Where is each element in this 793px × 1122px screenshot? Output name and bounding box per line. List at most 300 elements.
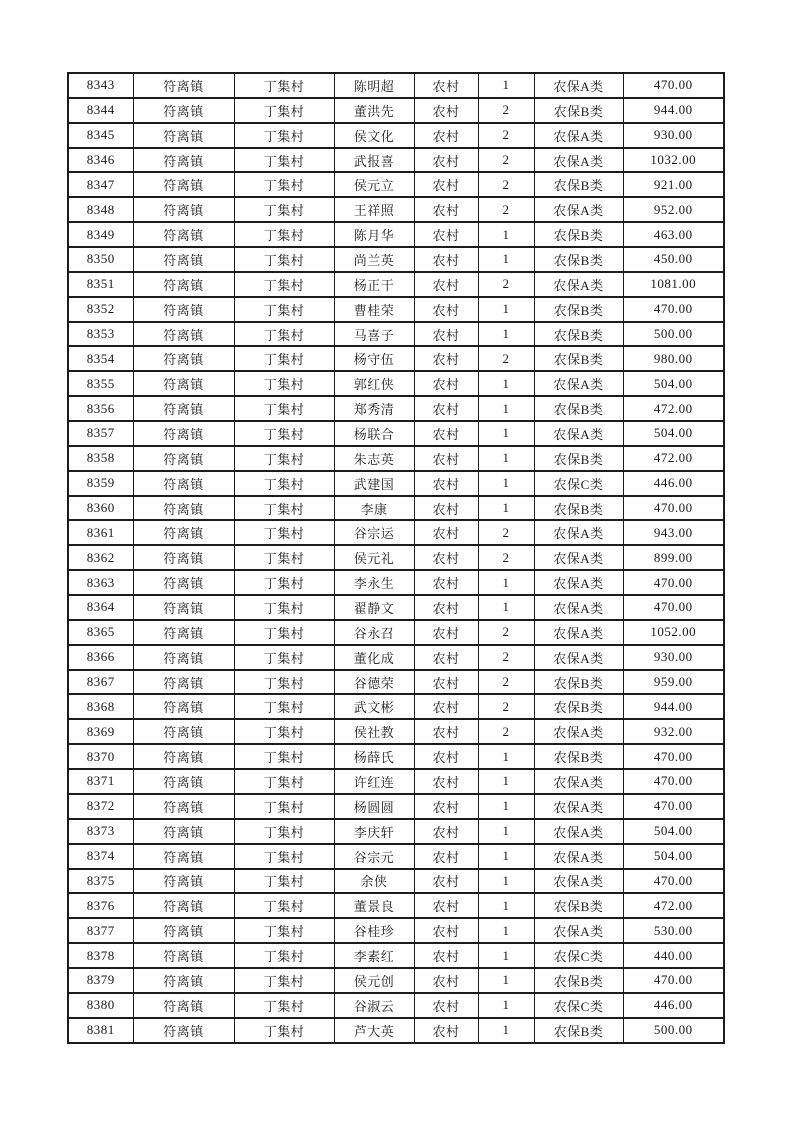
cell-insurance-category: 农保B类 xyxy=(534,322,623,347)
cell-village: 丁集村 xyxy=(234,471,334,496)
cell-count: 1 xyxy=(478,1018,534,1043)
cell-person-name: 侯社教 xyxy=(334,719,414,744)
cell-person-name: 余侠 xyxy=(334,869,414,894)
cell-person-name: 马喜子 xyxy=(334,322,414,347)
cell-amount: 470.00 xyxy=(623,595,724,620)
cell-residence-type: 农村 xyxy=(414,297,478,322)
cell-person-name: 李庆轩 xyxy=(334,819,414,844)
cell-village: 丁集村 xyxy=(234,794,334,819)
cell-town: 符离镇 xyxy=(133,297,234,322)
cell-insurance-category: 农保A类 xyxy=(534,272,623,297)
cell-residence-type: 农村 xyxy=(414,819,478,844)
cell-count: 1 xyxy=(478,844,534,869)
cell-residence-type: 农村 xyxy=(414,719,478,744)
cell-person-name: 许红连 xyxy=(334,769,414,794)
cell-residence-type: 农村 xyxy=(414,172,478,197)
cell-amount: 500.00 xyxy=(623,322,724,347)
cell-amount: 470.00 xyxy=(623,769,724,794)
cell-insurance-category: 农保B类 xyxy=(534,172,623,197)
cell-residence-type: 农村 xyxy=(414,73,478,98)
cell-amount: 446.00 xyxy=(623,993,724,1018)
table-row xyxy=(68,918,724,943)
cell-residence-type: 农村 xyxy=(414,446,478,471)
cell-serial-number: 8366 xyxy=(68,645,133,670)
table-row xyxy=(68,471,724,496)
cell-insurance-category: 农保A类 xyxy=(534,869,623,894)
cell-village: 丁集村 xyxy=(234,893,334,918)
cell-residence-type: 农村 xyxy=(414,123,478,148)
cell-person-name: 谷淑云 xyxy=(334,993,414,1018)
cell-residence-type: 农村 xyxy=(414,222,478,247)
table-body xyxy=(68,73,724,1043)
cell-count: 1 xyxy=(478,446,534,471)
table-row xyxy=(68,694,724,719)
cell-village: 丁集村 xyxy=(234,670,334,695)
cell-insurance-category: 农保A类 xyxy=(534,844,623,869)
cell-town: 符离镇 xyxy=(133,794,234,819)
cell-village: 丁集村 xyxy=(234,620,334,645)
cell-count: 1 xyxy=(478,993,534,1018)
cell-amount: 470.00 xyxy=(623,496,724,521)
cell-serial-number: 8380 xyxy=(68,993,133,1018)
cell-residence-type: 农村 xyxy=(414,620,478,645)
cell-amount: 944.00 xyxy=(623,98,724,123)
cell-serial-number: 8363 xyxy=(68,570,133,595)
cell-serial-number: 8371 xyxy=(68,769,133,794)
table-row xyxy=(68,893,724,918)
cell-count: 2 xyxy=(478,670,534,695)
cell-count: 2 xyxy=(478,123,534,148)
cell-amount: 463.00 xyxy=(623,222,724,247)
cell-village: 丁集村 xyxy=(234,968,334,993)
table-row xyxy=(68,844,724,869)
cell-insurance-category: 农保A类 xyxy=(534,123,623,148)
cell-residence-type: 农村 xyxy=(414,769,478,794)
cell-insurance-category: 农保A类 xyxy=(534,148,623,173)
cell-count: 1 xyxy=(478,570,534,595)
cell-village: 丁集村 xyxy=(234,148,334,173)
cell-serial-number: 8351 xyxy=(68,272,133,297)
cell-person-name: 曹桂荣 xyxy=(334,297,414,322)
cell-serial-number: 8360 xyxy=(68,496,133,521)
cell-person-name: 谷德荣 xyxy=(334,670,414,695)
cell-town: 符离镇 xyxy=(133,371,234,396)
cell-count: 2 xyxy=(478,172,534,197)
cell-residence-type: 农村 xyxy=(414,595,478,620)
cell-amount: 504.00 xyxy=(623,844,724,869)
cell-residence-type: 农村 xyxy=(414,993,478,1018)
table-row xyxy=(68,869,724,894)
cell-insurance-category: 农保A类 xyxy=(534,769,623,794)
cell-residence-type: 农村 xyxy=(414,1018,478,1043)
cell-person-name: 董景良 xyxy=(334,893,414,918)
cell-residence-type: 农村 xyxy=(414,794,478,819)
cell-person-name: 董洪先 xyxy=(334,98,414,123)
cell-serial-number: 8368 xyxy=(68,694,133,719)
cell-serial-number: 8346 xyxy=(68,148,133,173)
cell-town: 符离镇 xyxy=(133,918,234,943)
cell-count: 1 xyxy=(478,819,534,844)
table-row xyxy=(68,520,724,545)
cell-residence-type: 农村 xyxy=(414,247,478,272)
cell-serial-number: 8348 xyxy=(68,197,133,222)
cell-insurance-category: 农保A类 xyxy=(534,819,623,844)
table-row xyxy=(68,98,724,123)
cell-amount: 470.00 xyxy=(623,794,724,819)
cell-town: 符离镇 xyxy=(133,570,234,595)
cell-count: 1 xyxy=(478,322,534,347)
cell-insurance-category: 农保A类 xyxy=(534,73,623,98)
cell-serial-number: 8347 xyxy=(68,172,133,197)
table-row xyxy=(68,496,724,521)
cell-person-name: 谷宗元 xyxy=(334,844,414,869)
cell-insurance-category: 农保B类 xyxy=(534,346,623,371)
table-row xyxy=(68,148,724,173)
cell-count: 2 xyxy=(478,620,534,645)
cell-count: 1 xyxy=(478,943,534,968)
table-row xyxy=(68,222,724,247)
cell-village: 丁集村 xyxy=(234,595,334,620)
cell-count: 2 xyxy=(478,719,534,744)
cell-village: 丁集村 xyxy=(234,73,334,98)
cell-insurance-category: 农保B类 xyxy=(534,744,623,769)
cell-person-name: 郑秀清 xyxy=(334,396,414,421)
cell-town: 符离镇 xyxy=(133,719,234,744)
cell-amount: 450.00 xyxy=(623,247,724,272)
cell-serial-number: 8356 xyxy=(68,396,133,421)
cell-insurance-category: 农保B类 xyxy=(534,893,623,918)
cell-person-name: 芦大英 xyxy=(334,1018,414,1043)
cell-amount: 472.00 xyxy=(623,893,724,918)
cell-town: 符离镇 xyxy=(133,123,234,148)
cell-village: 丁集村 xyxy=(234,247,334,272)
cell-residence-type: 农村 xyxy=(414,148,478,173)
cell-town: 符离镇 xyxy=(133,73,234,98)
cell-village: 丁集村 xyxy=(234,694,334,719)
cell-residence-type: 农村 xyxy=(414,98,478,123)
cell-person-name: 董化成 xyxy=(334,645,414,670)
cell-insurance-category: 农保B类 xyxy=(534,396,623,421)
table-row xyxy=(68,993,724,1018)
cell-residence-type: 农村 xyxy=(414,322,478,347)
table-row xyxy=(68,570,724,595)
cell-person-name: 武报喜 xyxy=(334,148,414,173)
cell-count: 2 xyxy=(478,645,534,670)
cell-person-name: 朱志英 xyxy=(334,446,414,471)
cell-village: 丁集村 xyxy=(234,520,334,545)
cell-town: 符离镇 xyxy=(133,595,234,620)
cell-town: 符离镇 xyxy=(133,893,234,918)
cell-count: 1 xyxy=(478,869,534,894)
table-row xyxy=(68,297,724,322)
cell-residence-type: 农村 xyxy=(414,371,478,396)
cell-insurance-category: 农保A类 xyxy=(534,570,623,595)
cell-town: 符离镇 xyxy=(133,645,234,670)
cell-residence-type: 农村 xyxy=(414,869,478,894)
cell-residence-type: 农村 xyxy=(414,645,478,670)
cell-insurance-category: 农保B类 xyxy=(534,694,623,719)
table-row xyxy=(68,545,724,570)
cell-person-name: 谷桂珍 xyxy=(334,918,414,943)
cell-person-name: 侯元礼 xyxy=(334,545,414,570)
cell-count: 1 xyxy=(478,222,534,247)
cell-town: 符离镇 xyxy=(133,943,234,968)
cell-town: 符离镇 xyxy=(133,670,234,695)
cell-serial-number: 8367 xyxy=(68,670,133,695)
cell-amount: 470.00 xyxy=(623,73,724,98)
table-row xyxy=(68,1018,724,1043)
cell-village: 丁集村 xyxy=(234,570,334,595)
cell-amount: 500.00 xyxy=(623,1018,724,1043)
cell-amount: 1032.00 xyxy=(623,148,724,173)
cell-amount: 932.00 xyxy=(623,719,724,744)
cell-insurance-category: 农保B类 xyxy=(534,98,623,123)
cell-count: 1 xyxy=(478,893,534,918)
cell-residence-type: 农村 xyxy=(414,968,478,993)
cell-person-name: 侯元立 xyxy=(334,172,414,197)
cell-amount: 470.00 xyxy=(623,297,724,322)
cell-village: 丁集村 xyxy=(234,993,334,1018)
cell-serial-number: 8349 xyxy=(68,222,133,247)
cell-village: 丁集村 xyxy=(234,297,334,322)
cell-amount: 504.00 xyxy=(623,371,724,396)
cell-count: 1 xyxy=(478,297,534,322)
cell-person-name: 侯元创 xyxy=(334,968,414,993)
cell-count: 2 xyxy=(478,197,534,222)
cell-serial-number: 8361 xyxy=(68,520,133,545)
cell-village: 丁集村 xyxy=(234,322,334,347)
cell-amount: 470.00 xyxy=(623,744,724,769)
cell-village: 丁集村 xyxy=(234,421,334,446)
cell-serial-number: 8345 xyxy=(68,123,133,148)
cell-village: 丁集村 xyxy=(234,819,334,844)
cell-serial-number: 8359 xyxy=(68,471,133,496)
table-row xyxy=(68,272,724,297)
table-row xyxy=(68,769,724,794)
cell-residence-type: 农村 xyxy=(414,471,478,496)
cell-residence-type: 农村 xyxy=(414,396,478,421)
cell-town: 符离镇 xyxy=(133,520,234,545)
cell-amount: 530.00 xyxy=(623,918,724,943)
cell-amount: 944.00 xyxy=(623,694,724,719)
table-row xyxy=(68,744,724,769)
cell-amount: 472.00 xyxy=(623,396,724,421)
cell-person-name: 武建国 xyxy=(334,471,414,496)
cell-person-name: 尚兰英 xyxy=(334,247,414,272)
cell-town: 符离镇 xyxy=(133,869,234,894)
table-row xyxy=(68,172,724,197)
cell-person-name: 王祥照 xyxy=(334,197,414,222)
table-row xyxy=(68,595,724,620)
cell-village: 丁集村 xyxy=(234,645,334,670)
cell-town: 符离镇 xyxy=(133,222,234,247)
cell-village: 丁集村 xyxy=(234,123,334,148)
cell-insurance-category: 农保B类 xyxy=(534,496,623,521)
table-row xyxy=(68,421,724,446)
table-row xyxy=(68,446,724,471)
cell-serial-number: 8365 xyxy=(68,620,133,645)
cell-serial-number: 8357 xyxy=(68,421,133,446)
table-row xyxy=(68,197,724,222)
cell-village: 丁集村 xyxy=(234,197,334,222)
cell-count: 2 xyxy=(478,346,534,371)
cell-person-name: 陈月华 xyxy=(334,222,414,247)
cell-insurance-category: 农保A类 xyxy=(534,620,623,645)
cell-amount: 899.00 xyxy=(623,545,724,570)
cell-town: 符离镇 xyxy=(133,396,234,421)
cell-village: 丁集村 xyxy=(234,744,334,769)
cell-amount: 446.00 xyxy=(623,471,724,496)
cell-serial-number: 8373 xyxy=(68,819,133,844)
cell-amount: 943.00 xyxy=(623,520,724,545)
table-row xyxy=(68,819,724,844)
cell-town: 符离镇 xyxy=(133,346,234,371)
cell-serial-number: 8375 xyxy=(68,869,133,894)
cell-town: 符离镇 xyxy=(133,172,234,197)
cell-insurance-category: 农保A类 xyxy=(534,421,623,446)
table-row xyxy=(68,670,724,695)
cell-serial-number: 8364 xyxy=(68,595,133,620)
cell-town: 符离镇 xyxy=(133,446,234,471)
cell-count: 2 xyxy=(478,272,534,297)
cell-residence-type: 农村 xyxy=(414,272,478,297)
cell-person-name: 陈明超 xyxy=(334,73,414,98)
cell-serial-number: 8381 xyxy=(68,1018,133,1043)
cell-amount: 440.00 xyxy=(623,943,724,968)
cell-person-name: 杨圆圆 xyxy=(334,794,414,819)
cell-residence-type: 农村 xyxy=(414,670,478,695)
cell-town: 符离镇 xyxy=(133,496,234,521)
cell-residence-type: 农村 xyxy=(414,694,478,719)
cell-town: 符离镇 xyxy=(133,148,234,173)
table-row xyxy=(68,396,724,421)
cell-town: 符离镇 xyxy=(133,744,234,769)
table-row xyxy=(68,247,724,272)
table-row xyxy=(68,123,724,148)
cell-serial-number: 8358 xyxy=(68,446,133,471)
cell-person-name: 杨守伍 xyxy=(334,346,414,371)
cell-insurance-category: 农保C类 xyxy=(534,943,623,968)
cell-count: 1 xyxy=(478,918,534,943)
cell-amount: 952.00 xyxy=(623,197,724,222)
cell-insurance-category: 农保A类 xyxy=(534,371,623,396)
cell-person-name: 谷永召 xyxy=(334,620,414,645)
cell-count: 1 xyxy=(478,595,534,620)
cell-residence-type: 农村 xyxy=(414,943,478,968)
cell-person-name: 武文彬 xyxy=(334,694,414,719)
cell-town: 符离镇 xyxy=(133,247,234,272)
cell-village: 丁集村 xyxy=(234,371,334,396)
cell-count: 1 xyxy=(478,794,534,819)
cell-person-name: 翟静文 xyxy=(334,595,414,620)
cell-serial-number: 8352 xyxy=(68,297,133,322)
cell-town: 符离镇 xyxy=(133,545,234,570)
table-row xyxy=(68,719,724,744)
table-row xyxy=(68,371,724,396)
table-row xyxy=(68,620,724,645)
cell-residence-type: 农村 xyxy=(414,844,478,869)
cell-insurance-category: 农保B类 xyxy=(534,670,623,695)
cell-count: 1 xyxy=(478,496,534,521)
cell-count: 2 xyxy=(478,520,534,545)
cell-village: 丁集村 xyxy=(234,272,334,297)
cell-serial-number: 8379 xyxy=(68,968,133,993)
cell-serial-number: 8355 xyxy=(68,371,133,396)
cell-town: 符离镇 xyxy=(133,197,234,222)
cell-residence-type: 农村 xyxy=(414,346,478,371)
cell-count: 2 xyxy=(478,694,534,719)
cell-amount: 504.00 xyxy=(623,421,724,446)
cell-amount: 472.00 xyxy=(623,446,724,471)
cell-town: 符离镇 xyxy=(133,322,234,347)
cell-village: 丁集村 xyxy=(234,222,334,247)
cell-insurance-category: 农保A类 xyxy=(534,197,623,222)
cell-village: 丁集村 xyxy=(234,98,334,123)
cell-serial-number: 8372 xyxy=(68,794,133,819)
cell-serial-number: 8353 xyxy=(68,322,133,347)
table-row xyxy=(68,645,724,670)
cell-person-name: 李素红 xyxy=(334,943,414,968)
cell-residence-type: 农村 xyxy=(414,197,478,222)
pension-roster-table xyxy=(67,72,725,1044)
cell-village: 丁集村 xyxy=(234,1018,334,1043)
cell-residence-type: 农村 xyxy=(414,520,478,545)
cell-person-name: 李康 xyxy=(334,496,414,521)
cell-insurance-category: 农保B类 xyxy=(534,1018,623,1043)
table-row xyxy=(68,322,724,347)
cell-town: 符离镇 xyxy=(133,272,234,297)
cell-insurance-category: 农保B类 xyxy=(534,247,623,272)
cell-serial-number: 8354 xyxy=(68,346,133,371)
cell-person-name: 杨正干 xyxy=(334,272,414,297)
cell-residence-type: 农村 xyxy=(414,918,478,943)
cell-count: 1 xyxy=(478,744,534,769)
cell-village: 丁集村 xyxy=(234,346,334,371)
cell-town: 符离镇 xyxy=(133,968,234,993)
cell-count: 2 xyxy=(478,545,534,570)
cell-insurance-category: 农保A类 xyxy=(534,595,623,620)
cell-town: 符离镇 xyxy=(133,694,234,719)
cell-person-name: 李永生 xyxy=(334,570,414,595)
cell-serial-number: 8369 xyxy=(68,719,133,744)
cell-residence-type: 农村 xyxy=(414,744,478,769)
cell-insurance-category: 农保A类 xyxy=(534,918,623,943)
cell-count: 1 xyxy=(478,371,534,396)
cell-town: 符离镇 xyxy=(133,819,234,844)
cell-serial-number: 8374 xyxy=(68,844,133,869)
cell-serial-number: 8343 xyxy=(68,73,133,98)
cell-count: 1 xyxy=(478,769,534,794)
cell-town: 符离镇 xyxy=(133,844,234,869)
cell-count: 1 xyxy=(478,968,534,993)
cell-village: 丁集村 xyxy=(234,446,334,471)
cell-insurance-category: 农保A类 xyxy=(534,645,623,670)
cell-count: 1 xyxy=(478,73,534,98)
cell-insurance-category: 农保A类 xyxy=(534,719,623,744)
cell-village: 丁集村 xyxy=(234,869,334,894)
cell-serial-number: 8344 xyxy=(68,98,133,123)
cell-person-name: 杨薛氏 xyxy=(334,744,414,769)
cell-count: 1 xyxy=(478,247,534,272)
cell-residence-type: 农村 xyxy=(414,496,478,521)
cell-person-name: 郭红侠 xyxy=(334,371,414,396)
cell-serial-number: 8370 xyxy=(68,744,133,769)
cell-insurance-category: 农保C类 xyxy=(534,471,623,496)
cell-residence-type: 农村 xyxy=(414,893,478,918)
cell-serial-number: 8350 xyxy=(68,247,133,272)
cell-insurance-category: 农保A类 xyxy=(534,794,623,819)
cell-amount: 470.00 xyxy=(623,869,724,894)
